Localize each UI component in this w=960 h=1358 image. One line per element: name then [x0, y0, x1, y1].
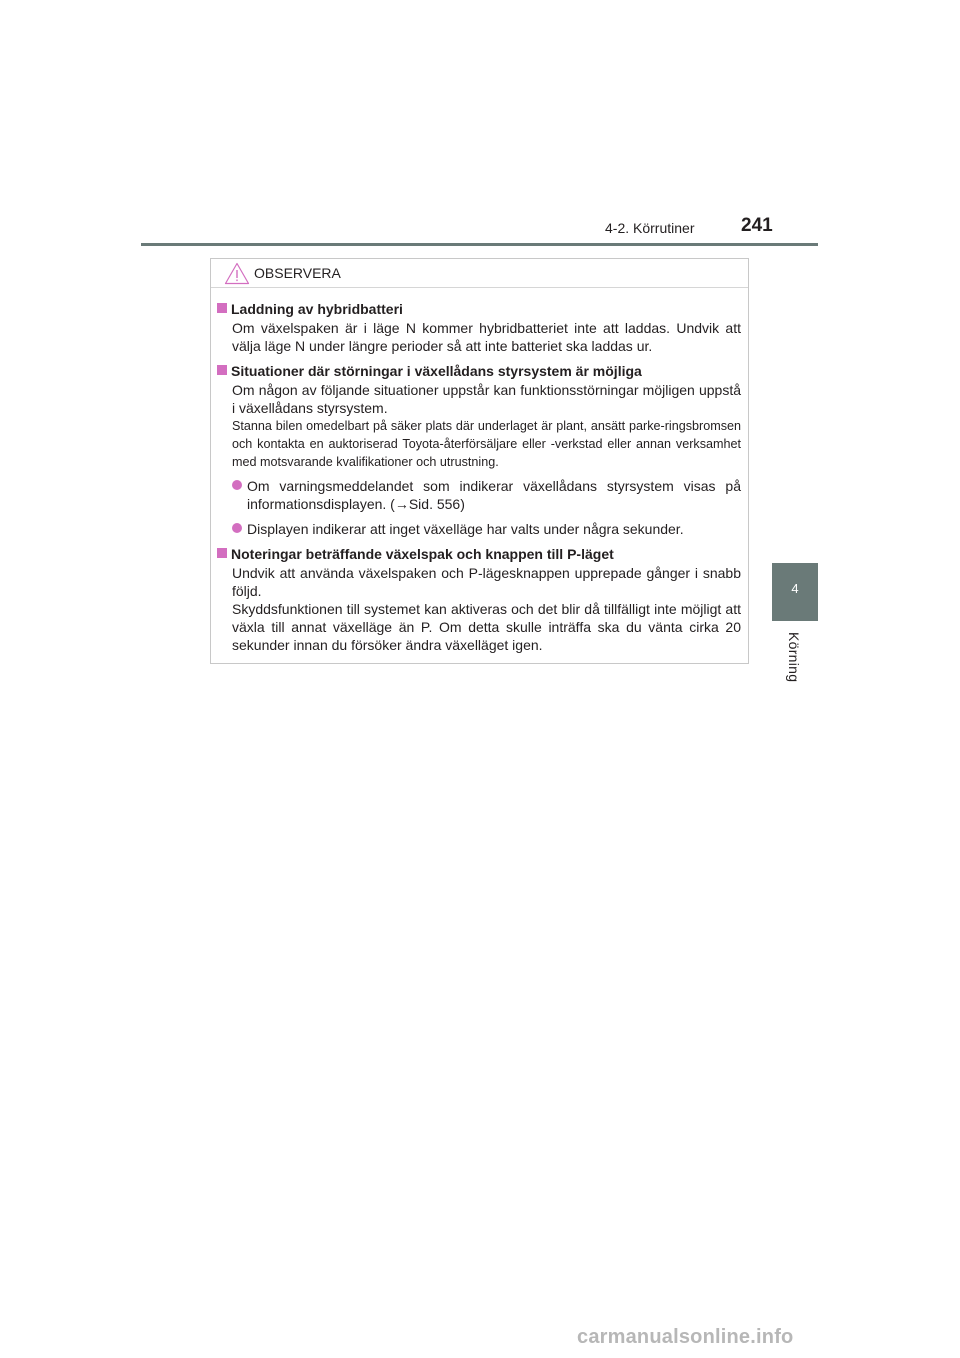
item-heading: [216, 545, 741, 563]
watermark: carmanualsonline.info: [577, 1326, 794, 1348]
notice-box: [210, 258, 749, 664]
page-number: 241: [741, 215, 773, 236]
section-title: 4-2. Körrutiner: [605, 220, 695, 236]
square-bullet-icon: [217, 365, 227, 375]
square-bullet-icon: [217, 303, 227, 313]
item-text: Skyddsfunktionen till systemet kan aktiveras och det blir då tillfälligt inte möjligt att växla till annat växelläge än P. Om detta skulle inträffa ska du vänta cirka 20 sekunder innan du försöker ändra växelläget igen.: [232, 601, 741, 653]
round-bullet-icon: [232, 480, 242, 490]
notice-body: [211, 288, 748, 654]
item-heading-text: Noteringar beträffande växelspak och knappen till P-läget: [231, 546, 614, 562]
item-heading: [216, 300, 741, 318]
chapter-number: 4: [791, 581, 799, 596]
list-item: [216, 477, 741, 513]
item-text: Undvik att använda växelspaken och P-lägesknappen upprepade gånger i snabb följd.: [232, 565, 741, 599]
item-heading-text: Situationer där störningar i växellådans styrsystem är möjliga: [231, 363, 642, 379]
item-text-small: Stanna bilen omedelbart på säker plats där underlaget är plant, ansätt parke-ringsbromsen och kontakta en auktoriserad Toyota-återförsäljare eller -verkstad eller annan verksamhet med motsvarande kvalifikationer och utrustning.: [232, 419, 741, 469]
square-bullet-icon: [217, 548, 227, 558]
notice-title: OBSERVERA: [254, 265, 341, 281]
chapter-label: Körning: [786, 632, 802, 683]
list-item-text: Om varningsmeddelandet som indikerar växellådans styrsystem visas på informationsdisplayen. (→Sid. 556): [247, 478, 741, 512]
chapter-tab: [772, 563, 818, 621]
round-bullet-icon: [232, 523, 242, 533]
list-item: [216, 520, 741, 538]
list-item-text: Displayen indikerar att inget växelläge har valts under några sekunder.: [247, 521, 684, 537]
item-text: Om någon av följande situationer uppstår kan funktionsstörningar möjligen uppstå i växellådans styrsystem.: [232, 382, 741, 416]
warning-triangle-icon: [224, 262, 250, 285]
item-text: Om växelspaken är i läge N kommer hybridbatteriet inte att laddas. Undvik att välja läge N under längre perioder så att inte batteriet ska laddas ur.: [232, 320, 741, 354]
header-divider: [141, 243, 818, 246]
item-heading-text: Laddning av hybridbatteri: [231, 301, 403, 317]
notice-header: [211, 259, 748, 288]
item-heading: [216, 362, 741, 380]
